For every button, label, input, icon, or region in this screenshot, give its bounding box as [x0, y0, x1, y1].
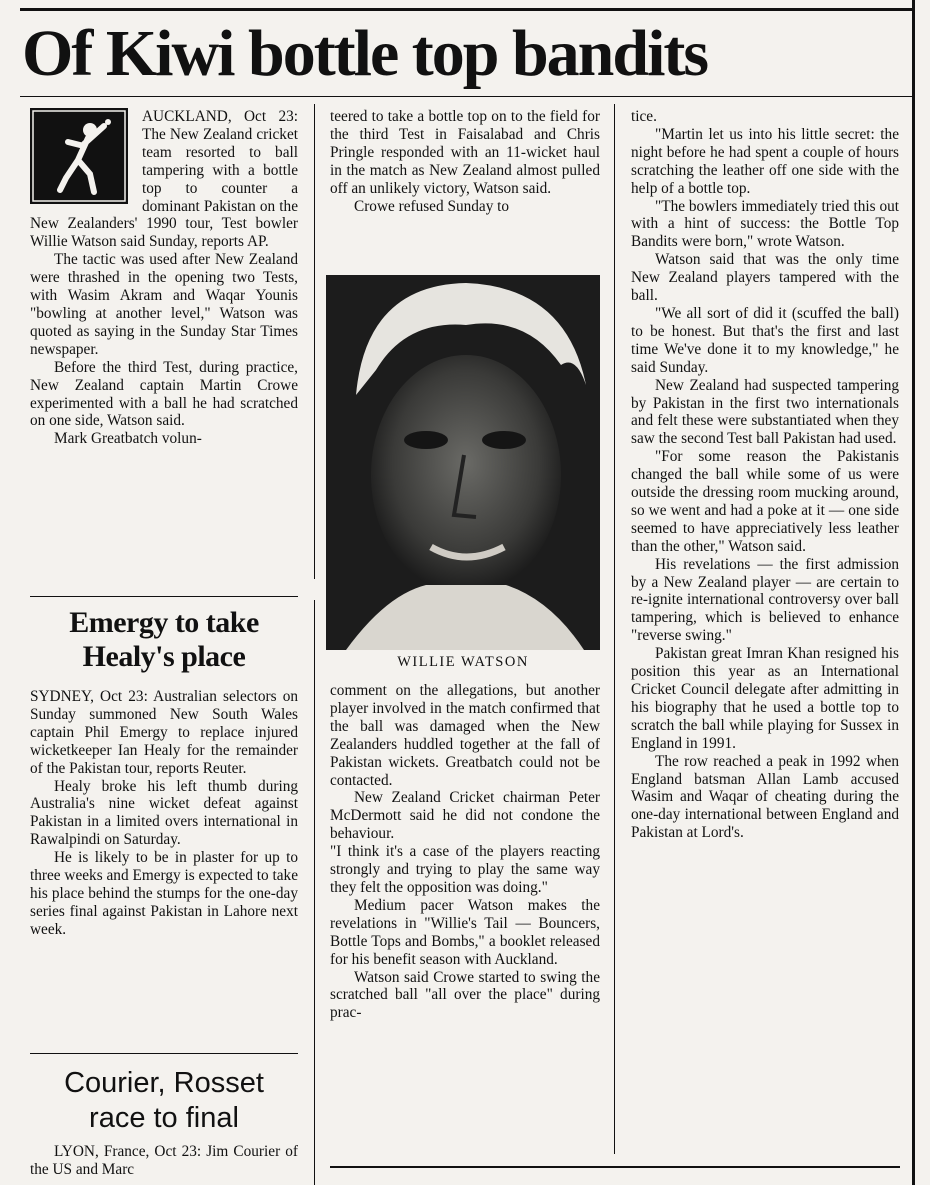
story2-headline-line1: Emergy to take [69, 606, 259, 639]
main-story-column-3 [631, 108, 899, 842]
story2-headline-line2: Healy's place [82, 640, 246, 673]
main-headline: Of Kiwi bottle top bandits [22, 17, 708, 90]
story-paragraph: Before the third Test, during practice, New Zealand captain Martin Crowe experimented with a ball he had scratched on one side, Watson said. [30, 358, 298, 430]
photo-caption: WILLIE WATSON [397, 654, 529, 670]
story-paragraph: Crowe refused Sunday to [354, 197, 510, 215]
story-divider-1 [30, 596, 298, 597]
main-story-column-2-continued [330, 682, 600, 1022]
story-paragraph: "I think it's a case of the players reacting strongly and trying to play the same way they felt the opposition was doing." [330, 843, 600, 896]
story-paragraph: His revelations — the first admission by a New Zealand player — are certain to re-ignite international controversy over ball tampering, which is believed to enhance "reverse swing." [631, 555, 899, 645]
top-rule [20, 8, 912, 11]
story-paragraph: Mark Greatbatch volun- [54, 430, 202, 448]
story-paragraph: "For some reason the Pakistanis changed the ball while some of us were outside the dressing room mucking around, so we went and had a poke at it — one side seemed to have appreciatively less leather than the other," Watson said. [631, 448, 899, 555]
headline-rule [20, 96, 912, 97]
story-paragraph: Medium pacer Watson makes the revelations in "Willie's Tail — Bouncers, Bottle Tops and Bombs," a booklet released for his benefit season with Auckland. [330, 896, 600, 968]
main-story-column-2 [330, 108, 600, 215]
story-paragraph: comment on the allegations, but another player involved in the match confirmed that the ball was damaged when the New Zealanders huddled together at the fall of Pakistan wickets. Greatbatch could not be contacted. [330, 682, 600, 789]
dateline-paragraph: SYDNEY, Oct 23: Australian selectors on Sunday summoned New South Wales captain Phil Emergy to replace injured wicketkeeper Ian Healy for the remainder of the Pakistan tour, reports Reuter. [30, 688, 298, 777]
story-paragraph: "We all sort of did it (scuffed the ball) to be honest. But that's the first and last time We've done it to my knowledge," he said Sunday. [631, 304, 899, 376]
story-paragraph: "Martin let us into his little secret: the night before he had spent a couple of hours scratching the leather off one side with the help of a bottle top. [631, 125, 899, 197]
col-divider-1 [314, 104, 315, 579]
story3-headline-line2: race to final [89, 1102, 239, 1134]
main-story-column-1 [30, 108, 298, 448]
cricket-bowler-icon [30, 108, 128, 204]
dateline-paragraph: LYON, France, Oct 23: Jim Courier of the US and Marc [30, 1143, 298, 1178]
story-paragraph: Watson said that was the only time New Zealand players tampered with the ball. [631, 251, 899, 305]
right-column-rule [912, 0, 915, 1185]
story-paragraph: tice. [631, 108, 657, 125]
story3-body [30, 1143, 298, 1179]
story-paragraph: The tactic was used after New Zealand were thrashed in the opening two Tests, with Wasim Akram and Waqar Younis "bowling at another level," Watson was quoted as saying in the Sunday Star Times newspaper. [30, 251, 298, 358]
story-paragraph: New Zealand had suspected tampering by Pakistan in the first two internationals and felt these were substantiated when they saw the second Test ball Pakistan had used. [631, 376, 899, 448]
story3-headline [30, 1066, 298, 1136]
dateline-paragraph: AUCKLAND, Oct 23: The New Zealand cricket team resorted to ball tampering with a bottle top to counter a dominant Pakistan on the New Zealanders' 1990 tour, Test bowler Willie Watson said Sunday, reports AP. [30, 108, 298, 251]
story-paragraph: teered to take a bottle top on to the field for the third Test in Faisalabad and Chris Pringle responded with an 11-wicket haul in the match as New Zealand almost pulled off an unlikely victory, Watson said. [330, 108, 600, 197]
story-paragraph: "The bowlers immediately tried this out with a hint of success: the Bottle Top Bandits were born," wrote Watson. [631, 197, 899, 251]
story-paragraph: He is likely to be in plaster for up to three weeks and Emergy is expected to take his place behind the stumps for the one-day series final against Pakistan in Lahore next week. [30, 849, 298, 938]
story-paragraph: Pakistan great Imran Khan resigned his position this year as an International Cricket Council delegate after admitting in his biography that he used a bottle top to scratch the ball while playing for Sussex in England in 1991. [631, 645, 899, 752]
story-paragraph: The row reached a peak in 1992 when England batsman Allan Lamb accused Wasim and Waqar of cheating during the one-day international between England and Pakistan at Lord's. [631, 752, 899, 842]
story-paragraph: New Zealand Cricket chairman Peter McDermott said he did not condone the behaviour. [330, 789, 600, 843]
story2-headline [30, 606, 298, 674]
col-divider-1b [314, 600, 315, 1185]
portrait-photo [326, 275, 600, 650]
story-divider-2 [30, 1053, 298, 1054]
story-paragraph: Watson said Crowe started to swing the scratched ball "all over the place" during prac- [330, 968, 600, 1022]
story-paragraph: Healy broke his left thumb during Australia's nine wicket defeat against Pakistan in a limited overs international in Rawalpindi on Saturday. [30, 777, 298, 849]
story2-body [30, 688, 298, 939]
bottom-rule [330, 1166, 900, 1168]
col-divider-2 [614, 104, 615, 1154]
story3-headline-line1: Courier, Rosset [64, 1067, 264, 1099]
